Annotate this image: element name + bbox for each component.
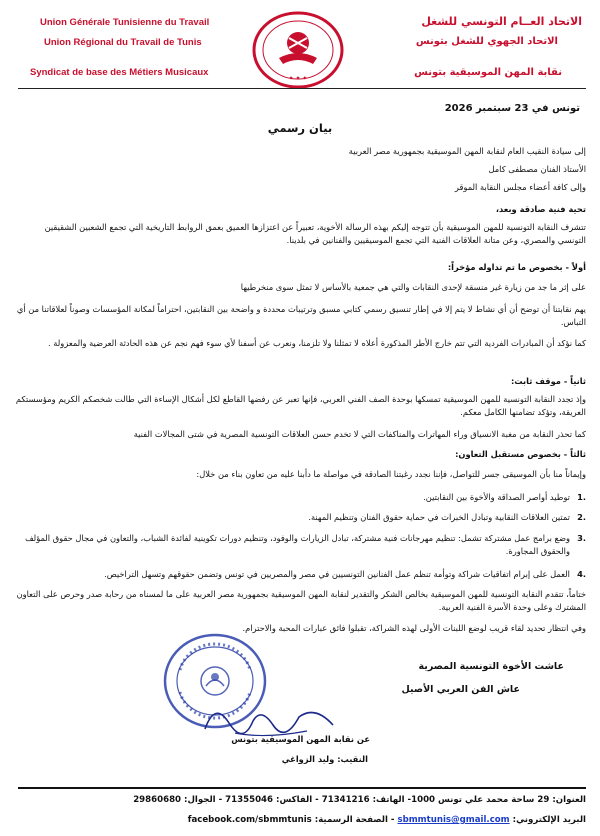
letter-date: تونس في 23 سبتمبر 2026: [444, 103, 580, 114]
svg-text:✦ ✦ ✦: ✦ ✦ ✦: [288, 75, 308, 82]
section2-paragraph2: كما تحذر النقابة من مغبة الانسياق وراء المهاترات والمناكفات التي لا تخدم حسن العلاقات التونسية المصرية في شتى المجالات الفنية: [133, 429, 586, 439]
slogan-2: عاش الفن العربي الأصيل: [401, 684, 520, 695]
email-link[interactable]: sbmmtunis@gmail.com: [397, 815, 510, 825]
greeting: تحية فنية صادقة وبعد،: [495, 204, 586, 214]
ugtt-emblem-icon: [249, 10, 347, 90]
section1-paragraph3: كما نؤكد أن المبادرات الفردية التي تتم خارج الأطر المذكورة أعلاه لا تمثلنا ولا تلزمنا، ونعرب عن أسفنا لأي سوء فهم نجم عن هذه الحادثة العرضية والمعزولة .: [47, 338, 586, 348]
slogan-1: عاشت الأخوة التونسية المصرية: [418, 661, 564, 672]
list-item-4-number: 4.: [577, 569, 586, 579]
list-item-4-text: العمل على إبرام اتفاقيات شراكة وتوأمة تنظم عمل الفنانين التونسيين في مصر والمصريين في تونس وتضمن حقوقهم وتسهل التراخيص.: [104, 569, 570, 579]
section3-heading: ثالثاً - بخصوص مستقبل التعاون:: [455, 449, 586, 459]
section3-paragraph1: وإيماناً منا بأن الموسيقى جسر للتواصل، فإننا نجدد رغبتنا الصادقة في مواصلة ما دأبنا عليه من تعاون بناء من خلال:: [196, 469, 586, 479]
footer-divider: [18, 787, 586, 789]
signature-from: عن نقابة المهن الموسيقية بتونس: [231, 734, 370, 744]
list-item-3-number: 3.: [577, 533, 586, 543]
header-ar-line1: الاتحاد العــام التونسي للشغل: [421, 15, 582, 28]
facebook-link[interactable]: facebook.com/sbmmtunis: [187, 815, 312, 825]
closing-wishes: وفي انتظار تحديد لقاء قريب لوضع اللبنات الأولى لهذه الشراكة، تقبلوا فائق عبارات المحبة والاحترام.: [242, 623, 586, 633]
closing-paragraph: ختاماً، تتقدم النقابة التونسية للمهن الموسيقية بخالص الشكر والتقدير لنقابة المهن الموسيقية بجمهورية مصر العربية على ما لمسناه من رحابة صدر وحرص على التعاون المشترك وعلى وحدة الأسرة الفنية العربية.: [16, 589, 586, 612]
section1-paragraph2: يهم نقابتنا أن توضح أن أي نشاط لا يتم إلا في إطار تنسيق رسمي كتابي مسبق وترتيبات محددة و واضحة بين النقابتين، احتراماً لمكانة المؤسسات وصوناً لعلاقاتنا من أي التباس.: [16, 304, 586, 327]
header-ar-line3: نقابة المهن الموسيقية بتونس: [414, 67, 562, 78]
footer-address: العنوان: 29 ساحة محمد علي تونس 1000- الهاتف: 71341216 - الفاكس: 71355046 - الجوال: 29860680: [133, 795, 586, 805]
email-label: البريد الإلكتروني:: [512, 815, 586, 825]
facebook-label: - الصفحة الرسمية:: [314, 815, 395, 825]
header-divider: [18, 88, 586, 89]
recipient-1: إلى سيادة النقيب العام لنقابة المهن الموسيقية بجمهورية مصر العربية: [348, 146, 586, 156]
header-fr-line1: Union Générale Tunisienne du Travail: [40, 17, 210, 28]
section2-heading: ثانياً - موقف ثابت:: [510, 376, 586, 386]
list-item-2-text: تمتين العلاقات النقابية وتبادل الخبرات في حماية حقوق الفنان وتنظيم المهنة.: [308, 512, 570, 522]
list-item-1-text: توطيد أواصر الصداقة والأخوة بين النقابتين.: [423, 492, 570, 502]
list-item-2-number: 2.: [577, 512, 586, 522]
recipient-2: الأستاذ الفنان مصطفى كامل: [488, 164, 586, 174]
header-fr-line2: Union Régional du Travail de Tunis: [44, 37, 202, 48]
recipient-3: وإلى كافة أعضاء مجلس النقابة الموقر: [454, 182, 586, 192]
list-item-1-number: 1.: [577, 492, 586, 502]
footer-contacts: [14, 815, 586, 825]
signatory-name: النقيب: وليد الزواغي: [281, 754, 368, 764]
section1-heading: أولاً - بخصوص ما تم تداوله مؤخراً:: [447, 262, 586, 272]
section1-paragraph1: على إثر ما جد من زيارة غير منسقة لإحدى النقابات والتي هي جمعية بالأساس لا تمثل سوى منخرطيها: [240, 282, 586, 292]
header-ar-line2: الاتحاد الجهوي للشغل بتونس: [415, 36, 558, 47]
section2-paragraph1: وإذ تجدد النقابة التونسية للمهن الموسيقية تمسكها بوحدة الصف الفني العربي، فإنها تعبر عن رفضها القاطع لكل أشكال الإساءة التي طالت شخصكم الكريم ومؤسستكم العريقة، وتؤكد تضامنها الكامل معكم.: [15, 394, 586, 417]
header-fr-line3: Syndicat de base des Métiers Musicaux: [30, 67, 209, 78]
list-item-3-text: وضع برامج عمل مشتركة تشمل: تنظيم مهرجانات فنية مشتركة، تبادل الزيارات والوفود، وتنظيم دورات تكوينية لفائدة الشباب، والتعاون في مجال حقوق المؤلف والحقوق المجاورة.: [25, 533, 570, 556]
intro-paragraph: تتشرف النقابة التونسية للمهن الموسيقية بأن تتوجه إليكم بهذه الرسالة الأخوية، تعبيراً عن اعتزازها العميق بعمق الروابط التاريخية التي تجمع الشعبين الشقيقين التونسي والمصري، وعن متانة العلاقات الفنية التي تجمع الموسيقيين والفنانين في بلدينا.: [44, 222, 586, 245]
letter-title: بيان رسمي: [267, 121, 333, 135]
